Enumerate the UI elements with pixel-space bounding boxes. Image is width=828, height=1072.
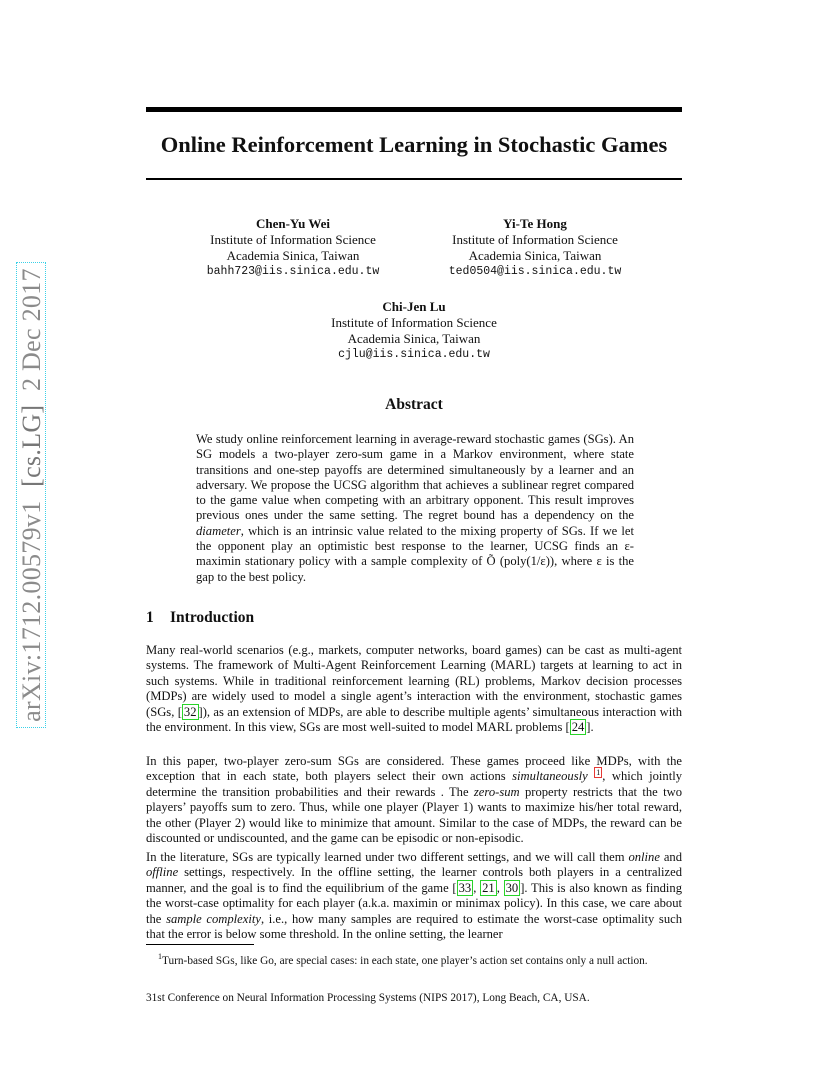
title-rule-top xyxy=(146,107,682,112)
text-run: ]. This is also known as finding the worst-case optimality for each player (a.k.a. maximin or minimax policy). In this case, we care about the xyxy=(146,880,683,926)
text-run: settings, respectively. In the offline setting, the learner controls both players in a centralized manner, and the goal is to find the equilibrium of the game [ xyxy=(146,865,682,895)
arxiv-stamp[interactable] xyxy=(17,268,47,722)
abstract-part: , which is an intrinsic value related to the mixing property of SGs. If we let the opponent play an optimistic best response to the learner, UCSG finds an ε-maximin stationary policy with a sample complexity of Õ (poly(1/ε)), where ε is the gap to the best policy. xyxy=(196,523,634,584)
text-run: and xyxy=(659,850,683,864)
author-block-3 xyxy=(304,299,524,363)
author-block-1 xyxy=(183,216,403,280)
conference-note: 31st Conference on Neural Information Processing Systems (NIPS 2017), Long Beach, CA, USA. xyxy=(146,992,590,1004)
text-emph: sample complexity xyxy=(166,911,261,926)
author-affiliation: Institute of Information Science xyxy=(331,315,497,330)
author-email[interactable]: ted0504@iis.sinica.edu.tw xyxy=(448,265,622,278)
citation-link[interactable]: 24 xyxy=(571,720,585,735)
arxiv-id[interactable]: arXiv:1712.00579v1 xyxy=(17,500,46,722)
abstract-part: We study online reinforcement learning in average-reward stochastic games (SGs). An SG models a two-player zero-sum game in a Markov environment, where state transitions and one-step payoffs are determined simultaneously by a learner and an adversary. We propose the UCSG algorithm that achieves a sublinear regret compared to the game value when competing with an arbitrary opponent. This result improves previous ones under the same setting. The regret bound has a dependency on the xyxy=(196,432,634,523)
author-email[interactable]: cjlu@iis.sinica.edu.tw xyxy=(338,348,490,361)
author-affiliation: Academia Sinica, Taiwan xyxy=(226,248,360,263)
abstract-text xyxy=(196,432,634,585)
author-block-2 xyxy=(424,216,646,280)
text-run: ]. xyxy=(586,720,594,735)
author-email[interactable]: bahh723@iis.sinica.edu.tw xyxy=(206,265,380,278)
author-affiliation: Academia Sinica, Taiwan xyxy=(468,248,602,263)
abstract-emph: diameter xyxy=(196,523,241,538)
text-run: , xyxy=(473,880,481,895)
paragraph-2 xyxy=(146,754,682,847)
text-run: ]), as an extension of MDPs, are able to describe multiple agents’ simultaneous interaction with the environment. In this view, SGs are most well-suited to model MARL problems [ xyxy=(146,704,682,735)
author-affiliation: Institute of Information Science xyxy=(452,232,618,247)
text-run: Many real-world scenarios (e.g., markets, computer networks, board games) can be cast as multi-agent systems. The framework of Multi-Agent Reinforcement Learning (MARL) targets at learning to act in such systems. While in traditional reinforcement learning (RL) problems, Markov decision processes (MDPs) are widely used to model a single agent’s interaction with the environment, stochastic games (SGs, [ xyxy=(146,643,682,719)
paper-title: Online Reinforcement Learning in Stochastic Games xyxy=(160,132,668,157)
text-emph: simultaneously xyxy=(512,769,588,784)
footnote-text: Turn-based SGs, like Go, are special cases: in each state, one player’s action set contains only a null action. xyxy=(162,954,648,967)
text-emph: online xyxy=(628,850,660,864)
arxiv-date: 2 Dec 2017 xyxy=(17,268,46,392)
text-emph: zero-sum xyxy=(473,785,520,799)
footnote xyxy=(158,950,688,968)
abstract-heading: Abstract xyxy=(385,396,443,413)
title-rule-bottom xyxy=(146,178,682,180)
author-name: Yi-Te Hong xyxy=(503,216,567,231)
footnote-rule xyxy=(146,944,254,945)
text-run: property restricts that the two players’ payoffs sum to zero. Thus, while one player (Player 1) wants to maximize his/her total reward, the other (Player 2) would like to minimize that amount. Similar to the case of MDPs, the reward can be discounted or undiscounted, and the game can be episodic or non-episodic. xyxy=(146,785,682,846)
text-run: , i.e., how many samples are required to estimate the worst-case optimality such that the error is below some threshold. In the online setting, the learner xyxy=(146,911,682,942)
citation-link[interactable]: 33 xyxy=(458,880,472,895)
paragraph-1 xyxy=(146,643,682,735)
section-number: 1 xyxy=(146,609,154,626)
arxiv-sidebar[interactable] xyxy=(14,262,50,728)
citation-link[interactable]: 21 xyxy=(482,880,495,895)
paragraph-3 xyxy=(146,850,682,942)
arxiv-category: [cs.LG] xyxy=(17,404,46,487)
text-emph: offline xyxy=(146,865,179,880)
author-affiliation: Institute of Information Science xyxy=(210,232,376,247)
text-run: In this paper, two-player zero-sum SGs are considered. These games proceed like MDPs, with the exception that in each state, both players select their own actions xyxy=(146,754,682,784)
author-name: Chen-Yu Wei xyxy=(255,216,331,231)
text-run: In the literature, SGs are typically learned under two different settings, and we will call them xyxy=(146,850,629,864)
section-title: Introduction xyxy=(170,609,255,626)
footnote-link[interactable]: 1 xyxy=(596,768,601,778)
text-run: , xyxy=(496,880,504,895)
author-affiliation: Academia Sinica, Taiwan xyxy=(347,331,481,346)
citation-link[interactable]: 32 xyxy=(183,704,197,719)
citation-link[interactable]: 30 xyxy=(505,880,519,895)
text-run: , which jointly determine the transition probabilities and their rewards . The xyxy=(146,769,683,799)
author-name: Chi-Jen Lu xyxy=(382,299,446,314)
section-heading xyxy=(146,609,254,627)
footnote-mark: 1 xyxy=(158,952,162,961)
